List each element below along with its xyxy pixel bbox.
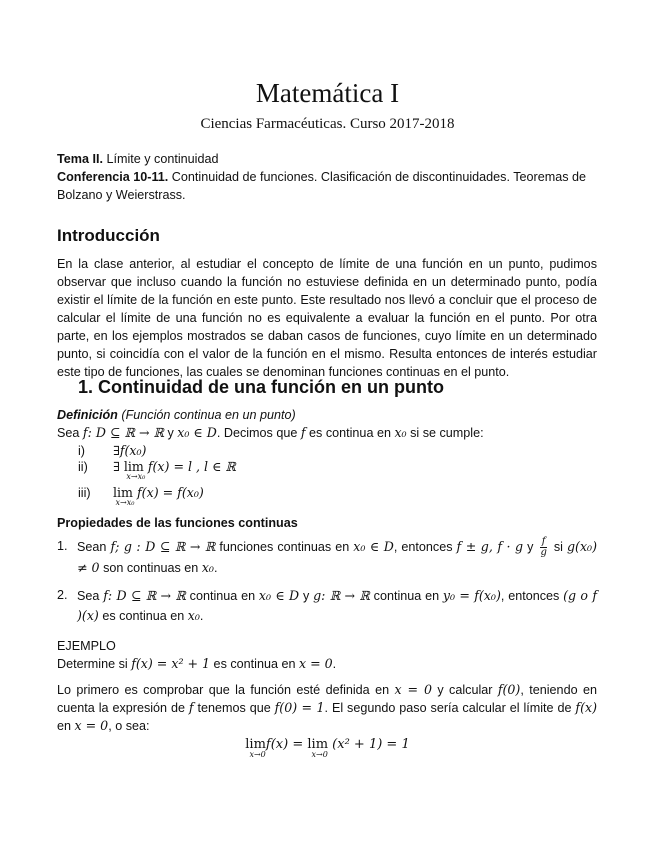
statement-text: es continua en — [305, 426, 395, 440]
example-text: en — [57, 719, 75, 733]
prop-text: , entonces — [500, 589, 564, 603]
prop-text: es continua en — [98, 609, 188, 623]
definition-line — [57, 408, 296, 422]
limit-text: lim — [307, 737, 329, 752]
prop-math: (g o f )(x) — [77, 588, 597, 623]
example-text: . — [332, 657, 337, 671]
prop-math: g(x₀) ≠ 0 — [77, 539, 598, 576]
property-item — [57, 537, 597, 577]
limit-subscript: x→0 — [311, 750, 328, 759]
condition-expr: ∃f(x₀) — [113, 443, 147, 458]
math-x0-in-d: x₀ ∈ D — [177, 425, 217, 440]
prop-math: g: ℝ → ℝ — [313, 588, 370, 603]
prop-math: x₀ — [201, 560, 214, 576]
condition-label: iii) — [78, 486, 91, 500]
intro-paragraph: En la clase anterior, al estudiar el concepto de límite de una función en un punto, pudimos observar que incluso cuando la función no estuviese definida en un determinado punto, podía existir el límite de la función en este punto. Este resultado nos llevó a concluir que el proceso de calcular el límite de una función no es equivalente a evaluar la función en el punto. Por otra parte, en los ejemplos mostrados se daban casos de funciones, cuyo límite en un determinado punto, si coincidía con el valor de la función en el mismo. Resulta entonces de interés estudiar este tipo de funciones, las cuales se denominan funciones continuas en el punto. — [57, 257, 597, 379]
limit-text: lim — [123, 459, 144, 474]
conferencia-line — [57, 168, 602, 204]
course-meta — [57, 150, 602, 204]
example-text: . El segundo paso sería calcular el límite de — [324, 701, 576, 715]
definition-label: Definición — [57, 408, 118, 422]
math-f: f — [300, 425, 306, 440]
limit-operator — [245, 737, 266, 759]
limit-subscript: x→0 — [249, 750, 266, 759]
limit-body: f(x) = f(x₀) — [137, 485, 204, 500]
tema-line — [57, 150, 602, 168]
example-math: f(0) = 1 — [274, 700, 325, 715]
fraction-f-over-g — [540, 537, 546, 558]
example-text: es continua en — [210, 657, 299, 671]
condition-expr — [113, 459, 236, 481]
prop-math: x₀ — [187, 608, 200, 623]
limit-text: lim — [245, 737, 266, 752]
math-domain: f: D ⊆ ℝ → ℝ — [82, 425, 164, 440]
statement-text: y — [163, 426, 178, 440]
prop-math: f: D ⊆ ℝ → ℝ — [103, 588, 186, 603]
example-text: tenemos que — [193, 701, 275, 715]
prop-text: y — [299, 589, 314, 603]
prop-math: f; g : D ⊆ ℝ → ℝ — [110, 539, 216, 554]
exists-symbol: ∃ — [113, 459, 124, 474]
equation-part: (x² + 1) = 1 — [332, 737, 410, 752]
page-subtitle: Ciencias Farmacéuticas. Curso 2017-2018 — [200, 116, 455, 132]
example-math: x = 0 — [394, 682, 432, 697]
limit-subscript: x→x₀ — [115, 498, 135, 507]
condition-label: i) — [78, 444, 85, 458]
example-math: f(x) — [575, 700, 597, 715]
example-text: , teniendo en cuenta la expresión de — [57, 683, 597, 715]
prop-text: y — [523, 540, 538, 554]
prop-text: funciones continuas en — [215, 540, 354, 554]
limit-body: f(x) = l , l ∈ ℝ — [147, 459, 236, 474]
definition-statement — [57, 425, 602, 440]
conferencia-label: Conferencia 10-11. — [57, 170, 169, 184]
prop-math: f ± g, f · g — [456, 539, 524, 554]
property-text — [77, 537, 597, 578]
condition-expr — [113, 485, 204, 507]
statement-text: si se cumple: — [406, 426, 484, 440]
section-heading: 1. Continuidad de una función en un punto — [78, 377, 444, 397]
statement-text: Sea — [57, 426, 83, 440]
example-text: y calcular — [431, 683, 498, 697]
page-title: Matemática I — [255, 78, 400, 108]
equation-part: f(x) = — [265, 737, 308, 752]
property-text — [77, 586, 597, 626]
prop-text: , entonces — [393, 540, 457, 554]
limit-text: lim — [113, 485, 133, 500]
limit-operator — [123, 459, 146, 481]
limit-operator — [307, 737, 329, 759]
example-math: x = 0 — [74, 718, 109, 733]
example-text: Lo primero es comprobar que la función esté definida en — [57, 683, 395, 697]
prop-text: . — [199, 609, 204, 623]
fraction-denominator: g — [540, 547, 547, 559]
property-number: 2. — [57, 588, 68, 602]
prop-text: continua en — [185, 589, 259, 603]
intro-heading: Introducción — [57, 226, 160, 245]
example-math: f(x) = x² + 1 — [131, 656, 211, 671]
tema-label: Tema II. — [57, 152, 103, 166]
limit-subscript: x→x₀ — [126, 472, 146, 481]
limit-operator — [113, 485, 135, 507]
prop-text: Sea — [77, 589, 104, 603]
prop-text: son continuas en — [99, 561, 202, 576]
example-math: f — [188, 700, 194, 715]
example-question — [57, 656, 336, 671]
definition-note: (Función continua en un punto) — [121, 408, 296, 422]
prop-text: . — [213, 561, 218, 576]
property-number: 1. — [57, 539, 68, 553]
conferencia-text: Continuidad de funciones. Clasificación de discontinuidades. Teoremas de Bolzano y Weierstrass. — [57, 170, 587, 202]
math-x0: x₀ — [394, 425, 407, 440]
prop-math: x₀ ∈ D — [353, 539, 394, 554]
prop-text: continua en — [369, 589, 443, 603]
example-text: , o sea: — [108, 719, 150, 733]
example-label: EJEMPLO — [57, 639, 116, 653]
prop-text: si — [549, 540, 567, 554]
example-math: x = 0 — [298, 656, 333, 671]
property-item — [57, 586, 597, 626]
prop-math: y₀ = f(x₀) — [442, 588, 501, 603]
statement-text: . Decimos que — [216, 426, 301, 440]
tema-text: Límite y continuidad — [106, 152, 219, 166]
example-math: f(0) — [497, 682, 521, 697]
prop-text: Sean — [77, 540, 111, 554]
fraction-numerator: f — [541, 536, 546, 548]
example-explanation — [57, 681, 597, 735]
prop-math: x₀ ∈ D — [258, 588, 300, 603]
example-text: Determine si — [57, 657, 132, 671]
example-final-equation — [0, 737, 655, 759]
condition-label: ii) — [78, 460, 88, 474]
properties-heading: Propiedades de las funciones continuas — [57, 516, 298, 530]
